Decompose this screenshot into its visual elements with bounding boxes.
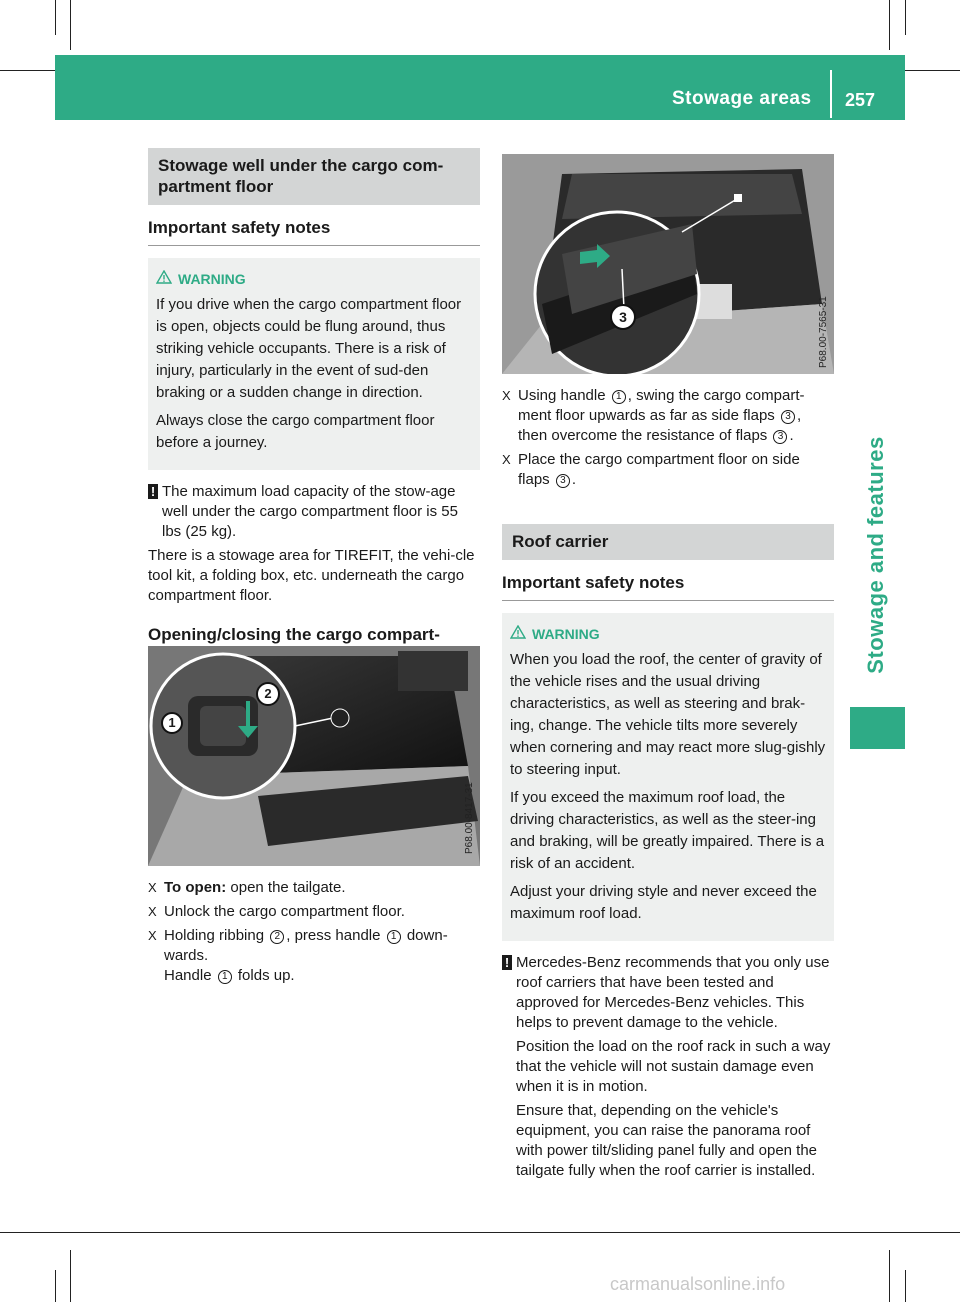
step-text: Unlock the cargo compartment floor.	[164, 903, 405, 920]
warning-title	[156, 270, 472, 288]
ref-marker: 2	[270, 930, 284, 944]
warning-label: WARNING	[532, 626, 600, 642]
right-column	[502, 386, 834, 1185]
warning-text: If you drive when the cargo compartment floor is open, objects could be flung around, thus striking vehicle occupants. There is a risk of injury, particularly in the event of sud-den braking or a sudden change in direction.	[156, 296, 462, 401]
crop-mark	[905, 0, 906, 35]
exclamation-icon: !	[148, 484, 158, 499]
warning-triangle-icon	[156, 270, 178, 288]
marker-2	[256, 682, 280, 706]
step-item: X Place the cargo compartment floor on side flaps 3 .	[502, 451, 800, 488]
crop-mark	[55, 1270, 56, 1302]
step-arrow-icon: X	[502, 452, 511, 467]
watermark: carmanualsonline.info	[610, 1274, 786, 1294]
exclamation-icon: !	[502, 955, 512, 970]
crop-mark	[70, 0, 71, 50]
ref-marker: 3	[781, 410, 795, 424]
step-bold: To open:	[164, 879, 227, 896]
step-text: , press handle	[286, 927, 381, 944]
note-text: Ensure that, depending on the vehicle's equipment, you can raise the panorama roof with power tilt/sliding panel fully and open the tailgate fully when the roof carrier is installed.	[516, 1102, 818, 1179]
step-item	[148, 878, 480, 898]
safety-heading: Important safety notes	[502, 572, 834, 601]
step-item	[148, 926, 480, 986]
section-title-line: Stowage well under the cargo com-	[158, 156, 444, 175]
crop-mark	[889, 1250, 890, 1302]
note-block	[502, 953, 834, 1181]
crop-mark	[55, 0, 56, 35]
step-text: Using handle	[518, 387, 606, 404]
step-text: , swing the cargo compart-ment floor upwards as far as side flaps	[518, 387, 805, 424]
page-number: 257	[845, 90, 876, 110]
warning-text: Always close the cargo compartment floor before a journey.	[156, 412, 435, 451]
section-title	[148, 148, 480, 205]
step-text: , then overcome the resistance of flaps	[518, 407, 802, 444]
ref-marker: 3	[556, 474, 570, 488]
note-text: The maximum load capacity of the stow-age well under the cargo compartment floor is 55 lbs (25 kg).	[162, 483, 458, 540]
marker-3	[610, 304, 636, 330]
photo-code: P68.00-8417-31	[464, 782, 475, 854]
photo-code: P68.00-7565-31	[818, 296, 829, 368]
cargo-flaps-illustration	[502, 154, 834, 374]
safety-heading: Important safety notes	[148, 217, 480, 246]
cargo-floor-illustration	[148, 646, 480, 866]
ref-marker: 1	[387, 930, 401, 944]
warning-triangle-icon	[510, 625, 532, 643]
warning-label: WARNING	[178, 271, 246, 287]
marker-3-label: 3	[619, 309, 627, 325]
warning-box	[502, 613, 834, 941]
marker-2-label: 2	[264, 686, 272, 701]
ref-marker: 3	[773, 430, 787, 444]
warning-box	[148, 258, 480, 470]
step-text: Holding ribbing	[164, 927, 265, 944]
step-arrow-icon: X	[148, 928, 157, 943]
step-text: down-wards.	[164, 927, 448, 964]
step-arrow-icon: X	[148, 904, 157, 919]
crop-mark	[905, 1270, 906, 1302]
step-arrow-icon: X	[502, 388, 511, 403]
header-divider	[830, 70, 832, 118]
warning-title	[510, 625, 826, 643]
marker-1	[161, 712, 183, 734]
cargo-flaps-photo	[502, 154, 834, 374]
step-text: open the tailgate.	[230, 879, 346, 896]
side-tab-label: Stowage and features	[863, 436, 888, 674]
step-item	[148, 902, 480, 922]
step-text: Handle	[164, 967, 212, 984]
info-text: There is a stowage area for TIREFIT, the vehi-cle tool kit, a folding box, etc. underneath the cargo compartment floor.	[148, 547, 475, 604]
step-text: folds up.	[237, 967, 295, 984]
side-tab-marker	[850, 707, 905, 749]
page-title: Stowage areas	[672, 88, 812, 109]
crop-mark	[0, 1232, 960, 1233]
marker-1-label: 1	[168, 715, 176, 730]
step-item: X Using handle 1 , swing the cargo compart-ment floor upwards as far as side flaps 3 , then overcome the resistance of flaps 3 .	[502, 387, 805, 444]
note-block	[148, 482, 480, 542]
ref-marker: 1	[612, 390, 626, 404]
left-column	[148, 148, 480, 675]
section-title-line: partment floor	[158, 177, 274, 196]
ref-marker: 1	[218, 970, 232, 984]
section-title: Roof carrier	[502, 524, 834, 560]
warning-text: When you load the roof, the center of gravity of the vehicle rises and the usual driving characteristics, as well as steering and brak-ing, change. The vehicle tilts more severely when cornering and may react more slug-gishly to steering input.	[510, 651, 826, 778]
step-text: Place the cargo compartment floor on side flaps	[518, 451, 800, 488]
warning-text: Adjust your driving style and never exceed the maximum roof load.	[510, 883, 817, 922]
left-steps	[148, 878, 480, 990]
warning-text: If you exceed the maximum roof load, the driving characteristics, as well as the steer-ing and braking, will be greatly impaired. There is a risk of an accident.	[510, 789, 825, 872]
crop-mark	[70, 1250, 71, 1302]
cargo-floor-photo	[148, 646, 480, 866]
heading-line: Opening/closing the cargo compart-	[148, 625, 440, 644]
note-text: Position the load on the roof rack in such a way that the vehicle will not sustain damage even when it is in motion.	[516, 1038, 831, 1095]
crop-mark	[889, 0, 890, 50]
note-text: Mercedes-Benz recommends that you only use roof carriers that have been tested and approved for Mercedes-Benz vehicles. This helps to prevent damage to the vehicle.	[516, 954, 830, 1031]
step-arrow-icon: X	[148, 880, 157, 895]
